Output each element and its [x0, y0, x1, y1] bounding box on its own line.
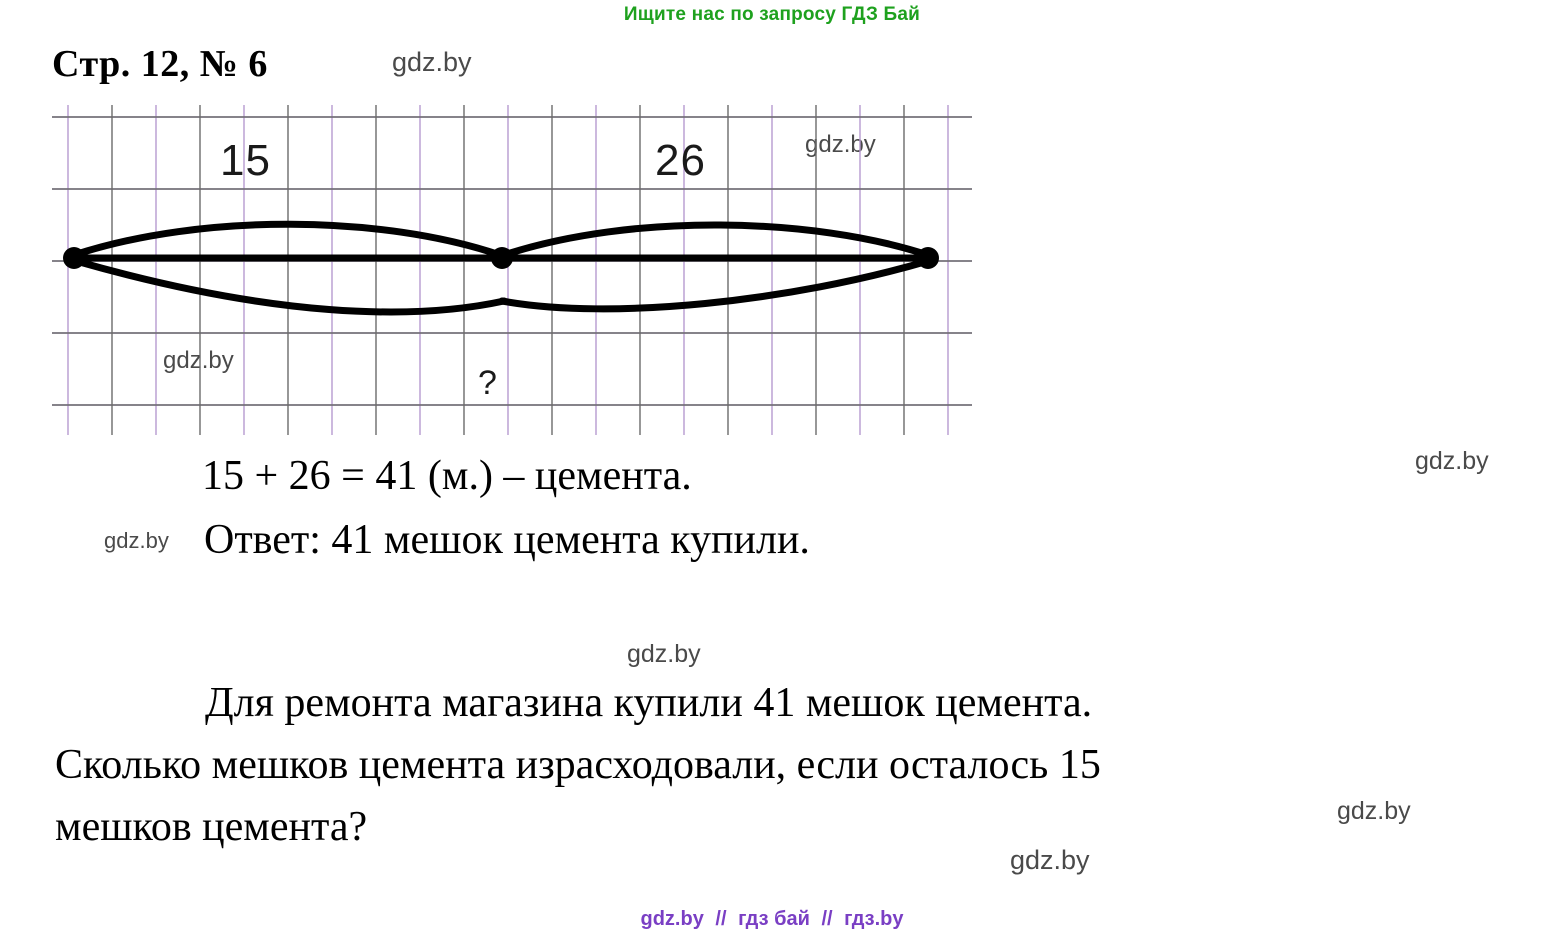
- footer-separator-2: //: [821, 908, 833, 930]
- watermark: gdz.by: [1337, 797, 1411, 825]
- footer-links: [0, 908, 1544, 931]
- brace-part-left: [74, 224, 500, 255]
- diagram-label-left: 15: [220, 136, 271, 185]
- diagram-label-right: 26: [655, 136, 706, 185]
- diagram-svg: [52, 105, 992, 445]
- point-start: [63, 247, 85, 269]
- solution-answer: Ответ: 41 мешок цемента купили.: [204, 517, 810, 563]
- brace-whole-left: [76, 261, 504, 312]
- grid-major: [52, 105, 972, 435]
- watermark: gdz.by: [1415, 447, 1489, 475]
- watermark: gdz.by: [163, 347, 234, 374]
- footer-link-3[interactable]: гдз.by: [844, 908, 904, 930]
- watermark: gdz.by: [627, 640, 701, 668]
- watermark: gdz.by: [1010, 845, 1090, 875]
- problem-line-1: Для ремонта магазина купили 41 мешок цемента.: [205, 680, 1093, 726]
- footer-link-2[interactable]: гдз бай: [738, 908, 810, 930]
- brace-part-right: [504, 225, 928, 255]
- footer-separator-1: //: [715, 908, 727, 930]
- point-end: [917, 247, 939, 269]
- problem-statement: [55, 672, 1475, 858]
- solution-equation: 15 + 26 = 41 (м.) – цемента.: [202, 453, 692, 499]
- watermark: gdz.by: [805, 131, 876, 158]
- watermark: gdz.by: [104, 528, 169, 553]
- problem-line-3: мешков цемента?: [55, 804, 368, 850]
- watermark: gdz.by: [392, 47, 472, 77]
- problem-line-2: Сколько мешков цемента израсходовали, если осталось 15: [55, 742, 1101, 788]
- grid-minor: [52, 105, 972, 435]
- segment-diagram: [52, 105, 992, 445]
- diagram-label-total: ?: [478, 364, 497, 402]
- point-middle: [491, 247, 513, 269]
- brace-whole-right: [502, 261, 928, 309]
- footer-link-1[interactable]: gdz.by: [640, 908, 704, 930]
- site-banner: Ищите нас по запросу ГДЗ Бай: [623, 4, 921, 25]
- page-title: Стр. 12, № 6: [52, 43, 268, 85]
